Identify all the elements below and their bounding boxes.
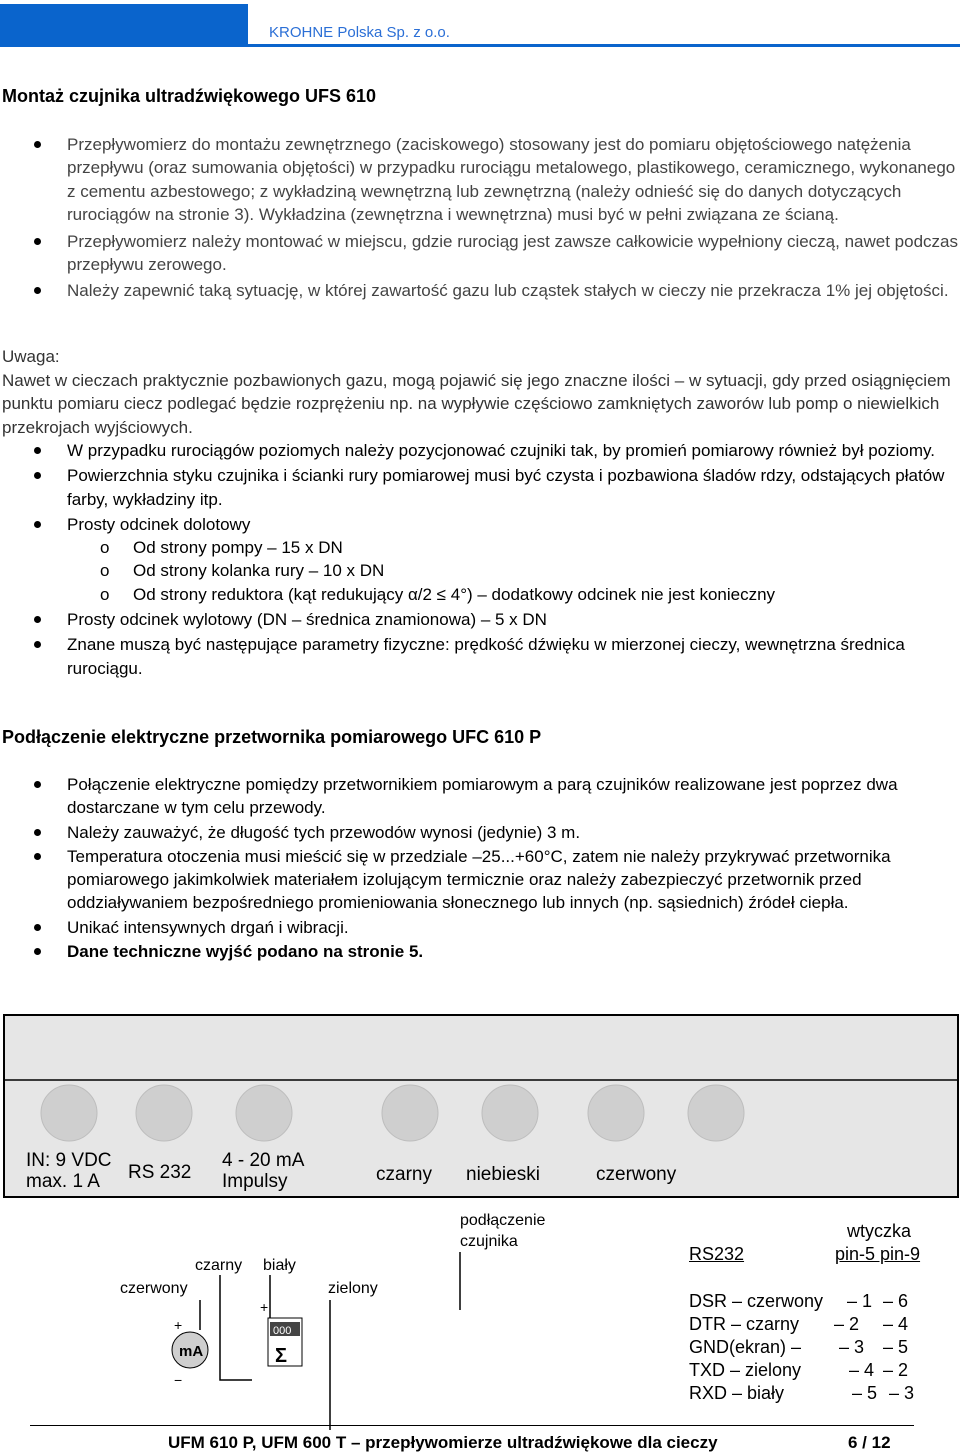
terminal-block-diagram xyxy=(4,1015,958,1197)
list-item: Znane muszą być następujące parametry fizyczne: prędkość dźwięku w mierzonej cieczy, wewnętrzna średnica rurociągu. xyxy=(0,633,958,680)
electrical-bullet-list xyxy=(0,773,958,963)
page-number: 6 / 12 xyxy=(848,1433,891,1452)
terminal-label-analog: 4 - 20 mA xyxy=(222,1150,305,1171)
terminal-label-red: czerwony xyxy=(596,1164,677,1185)
terminal-label-black: czarny xyxy=(376,1164,432,1185)
terminal-label-blue: niebieski xyxy=(466,1164,540,1185)
terminal-label-current: max. 1 A xyxy=(26,1171,100,1192)
inlet-sub-list xyxy=(67,536,958,606)
company-name: KROHNE Polska Sp. z o.o. xyxy=(269,24,450,41)
row-dtr-signal: DTR – czarny xyxy=(689,1314,800,1334)
counter-sigma: Σ xyxy=(275,1345,288,1367)
terminal-label-power: IN: 9 VDC xyxy=(26,1150,112,1171)
terminal-screw-1 xyxy=(41,1085,97,1141)
row-gnd-pin9: – 5 xyxy=(883,1337,909,1357)
terminal-screw-7 xyxy=(688,1085,744,1141)
plug-header: wtyczka xyxy=(847,1221,912,1241)
row-dsr-pin5: – 1 xyxy=(847,1291,873,1311)
sub-list-item: o Od strony pompy – 15 x DN xyxy=(100,538,343,558)
note-text: Nawet w cieczach praktycznie pozbawionych gazu, mogą pojawić się jego znaczne ilości – w sytuacji, gdy przed osiągnięciem punktu pomiaru ciecz podlegać będzie rozprężeniu np. na wypływie częściowo zamkniętych zaworów lub pomp o niewielkich przekrojach wyjściowych. xyxy=(2,371,951,437)
section-title-electrical: Podłączenie elektryczne przetwornika pomiarowego UFC 610 P xyxy=(2,727,542,747)
list-item: Należy zauważyć, że długość tych przewodów wynosi (jedynie) 3 m. xyxy=(0,821,958,844)
list-item: Połączenie elektryczne pomiędzy przetwornikiem pomiarowym a parą czujników realizowane jest poprzez dwa dostarczane w tym celu przewody. xyxy=(0,773,958,820)
sub-list-item: o Od strony reduktora (kąt redukujący α/2 ≤ 4°) – dodatkowy odcinek nie jest konieczny xyxy=(100,584,776,604)
row-txd-signal: TXD – zielony xyxy=(689,1360,802,1380)
row-dsr-signal: DSR – czerwony xyxy=(689,1291,824,1311)
bullet-icon xyxy=(34,829,41,836)
terminal-screw-6 xyxy=(588,1085,644,1141)
row-dsr-pin9: – 6 xyxy=(883,1291,909,1311)
row-rxd-pin9: – 3 xyxy=(889,1383,915,1403)
row-rxd-pin5: – 5 xyxy=(852,1383,878,1403)
bullet-icon xyxy=(34,781,41,788)
row-txd-pin5: – 4 xyxy=(849,1360,875,1380)
wire-label-red: czerwony xyxy=(120,1280,188,1297)
bullet-icon xyxy=(34,238,41,245)
terminal-label-rs232: RS 232 xyxy=(128,1162,192,1183)
terminal-screw-3 xyxy=(236,1085,292,1141)
counter-digits: 000 xyxy=(273,1325,292,1337)
mounting-bullet-list xyxy=(0,133,958,302)
bullet-icon xyxy=(34,924,41,931)
list-item: Przepływomierz należy montować w miejscu, gdzie rurociąg jest zawsze całkowicie wypełniony cieczą, nawet podczas przepływu zerowego. xyxy=(0,230,958,277)
ammeter-label: mA xyxy=(179,1343,204,1360)
row-rxd-signal: RXD – biały xyxy=(689,1383,785,1403)
list-item: W przypadku rurociągów poziomych należy pozycjonować czujniki tak, by promień pomiarowy również był poziomy. xyxy=(0,439,958,462)
pins-header: pin-5 pin-9 xyxy=(835,1244,921,1264)
bullet-icon xyxy=(34,616,41,623)
rs232-plug-table xyxy=(689,1220,949,1410)
rs232-header: RS232 xyxy=(689,1244,745,1264)
footer-text: UFM 610 P, UFM 600 T – przepływomierze ultradźwiękowe dla cieczy xyxy=(168,1433,718,1452)
bullet-icon xyxy=(34,948,41,955)
wire-label-black: czarny xyxy=(195,1257,243,1274)
list-item: Należy zapewnić taką sytuację, w której zawartość gazu lub cząstek stałych w cieczy nie przekracza 1% jej objętości. xyxy=(0,279,958,302)
header-rule xyxy=(0,44,960,47)
wire-label-white: biały xyxy=(263,1257,296,1274)
bullet-icon xyxy=(34,521,41,528)
wire-label-green: zielony xyxy=(328,1280,378,1297)
bullet-icon xyxy=(34,472,41,479)
row-gnd-pin5: – 3 xyxy=(839,1337,865,1357)
note-label: Uwaga: xyxy=(2,347,60,366)
list-item: Przepływomierz do montażu zewnętrznego (zaciskowego) stosowany jest do pomiaru objętościowego natężenia przepływu (oraz sumowania objętości) w przypadku rurociągu metalowego, plastikowego, ceramicznego, wykonanego z cementu azbestowego; z wykładziną wewnętrzną lub zewnętrzną (należy odnieść się do danych dotyczących rurociągów na stronie 3). Wykładzina (zewnętrzna i wewnętrzna) musi być w pełni związana ze ścianą. xyxy=(0,133,958,226)
row-dtr-pin9: – 4 xyxy=(883,1314,909,1334)
sub-list-item: o Od strony kolanka rury – 10 x DN xyxy=(100,561,385,581)
ammeter-minus: − xyxy=(174,1372,183,1388)
counter-plus: + xyxy=(260,1299,269,1315)
bullet-icon xyxy=(34,853,41,860)
terminal-screw-5 xyxy=(482,1085,538,1141)
list-item: Temperatura otoczenia musi mieścić się w przedziale –25...+60°C, zatem nie należy przykrywać przetwornika pomiarowego jakimkolwiek materiałem izolującym termicznie oraz należy zabezpieczyć przetwornik przed oddziaływaniem bezpośredniego promieniowania słonecznego lub innych (np. sąsiednich) źródeł ciepła. xyxy=(0,845,958,915)
list-item: Powierzchnia styku czujnika i ścianki rury pomiarowej musi być czysta i pozbawiona śladów rdzy, odstających płatów farby, wykładziny itp. xyxy=(0,464,958,511)
list-item: Prosty odcinek dolotowy o Od strony pompy – 15 x DN o Od strony kolanka rury – 10 x DN o Od strony reduktora (kąt redukujący α/2 ≤ 4°) – dodatkowy odcinek nie jest konieczny xyxy=(0,513,958,606)
header-bar xyxy=(0,4,248,44)
wire-black xyxy=(220,1275,252,1380)
terminal-screw-4 xyxy=(382,1085,438,1141)
row-dtr-pin5: – 2 xyxy=(834,1314,860,1334)
bullet-icon xyxy=(34,641,41,648)
footer-rule xyxy=(30,1425,914,1426)
sensor-label-2: czujnika xyxy=(460,1233,518,1250)
ammeter-plus: + xyxy=(174,1317,183,1333)
list-item: Prosty odcinek wylotowy (DN – średnica znamionowa) – 5 x DN xyxy=(0,608,958,631)
bullet-icon xyxy=(34,447,41,454)
mounting-bullet-list-2 xyxy=(0,439,958,680)
section-title-mounting: Montaż czujnika ultradźwiękowego UFS 610 xyxy=(2,86,377,106)
sensor-label-1: podłączenie xyxy=(460,1212,546,1229)
list-item: Dane techniczne wyjść podano na stronie 5. xyxy=(0,940,958,963)
terminal-screw-2 xyxy=(136,1085,192,1141)
row-txd-pin9: – 2 xyxy=(883,1360,909,1380)
row-gnd-signal: GND(ekran) – xyxy=(689,1337,802,1357)
bullet-icon xyxy=(34,141,41,148)
terminal-label-pulse: Impulsy xyxy=(222,1171,288,1192)
list-item: Unikać intensywnych drgań i wibracji. xyxy=(0,916,958,939)
bullet-icon xyxy=(34,287,41,294)
wiring-diagram xyxy=(120,1200,640,1430)
